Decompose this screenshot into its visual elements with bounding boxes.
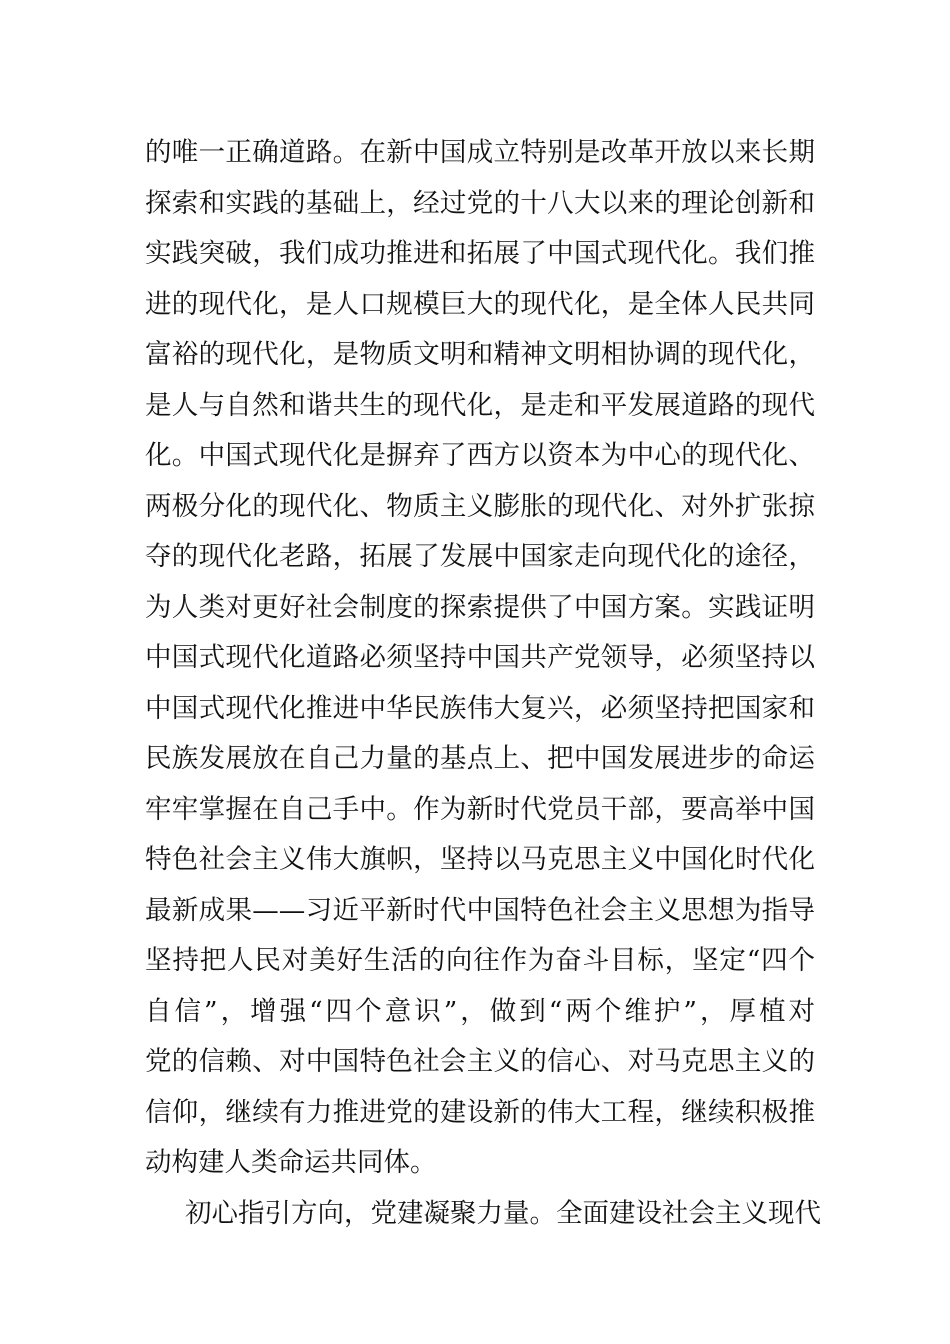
- text-line: 实践突破，我们成功推进和拓展了中国式现代化。我们推: [145, 238, 815, 269]
- text-line: 牢牢掌握在自己手中。作为新时代党员干部，要高举中国: [145, 793, 815, 825]
- text-line: 的唯一正确道路。在新中国成立特别是改革开放以来长期: [145, 137, 815, 168]
- text-line: 最新成果——习近平新时代中国特色社会主义思想为指导: [145, 894, 815, 926]
- text-line: 自信”，增强“四个意识”，做到“两个维护”，厚植对: [145, 995, 815, 1027]
- paragraph-end-line: 动构建人类命运共同体。: [145, 1147, 437, 1178]
- text-line: 进的现代化，是人口规模巨大的现代化，是全体人民共同: [145, 288, 815, 320]
- text-line: 化。中国式现代化是摒弃了西方以资本为中心的现代化、: [145, 440, 815, 471]
- text-line: 党的信赖、对中国特色社会主义的信心、对马克思主义的: [145, 1046, 815, 1077]
- text-line: 夺的现代化老路，拓展了发展中国家走向现代化的途径，: [145, 541, 815, 572]
- text-line: 坚持把人民对美好生活的向往作为奋斗目标，坚定“四个: [145, 945, 815, 976]
- paragraph-start-line: 初心指引方向，党建凝聚力量。全面建设社会主义现代: [185, 1197, 821, 1229]
- text-line: 是人与自然和谐共生的现代化，是走和平发展道路的现代: [145, 389, 815, 421]
- text-line: 信仰，继续有力推进党的建设新的伟大工程，继续积极推: [145, 1096, 815, 1128]
- text-line: 富裕的现代化，是物质文明和精神文明相协调的现代化，: [145, 339, 815, 370]
- body-text: [145, 128, 821, 1239]
- text-line: 为人类对更好社会制度的探索提供了中国方案。实践证明: [145, 591, 815, 623]
- text-line: 中国式现代化推进中华民族伟大复兴，必须坚持把国家和: [145, 692, 815, 724]
- text-line: 中国式现代化道路必须坚持中国共产党领导，必须坚持以: [145, 642, 815, 673]
- text-line: 民族发展放在自己力量的基点上、把中国发展进步的命运: [145, 743, 815, 774]
- text-line: 探索和实践的基础上，经过党的十八大以来的理论创新和: [145, 187, 815, 219]
- text-line: 两极分化的现代化、物质主义膨胀的现代化、对外扩张掠: [145, 490, 815, 522]
- text-line: 特色社会主义伟大旗帜，坚持以马克思主义中国化时代化: [145, 844, 815, 875]
